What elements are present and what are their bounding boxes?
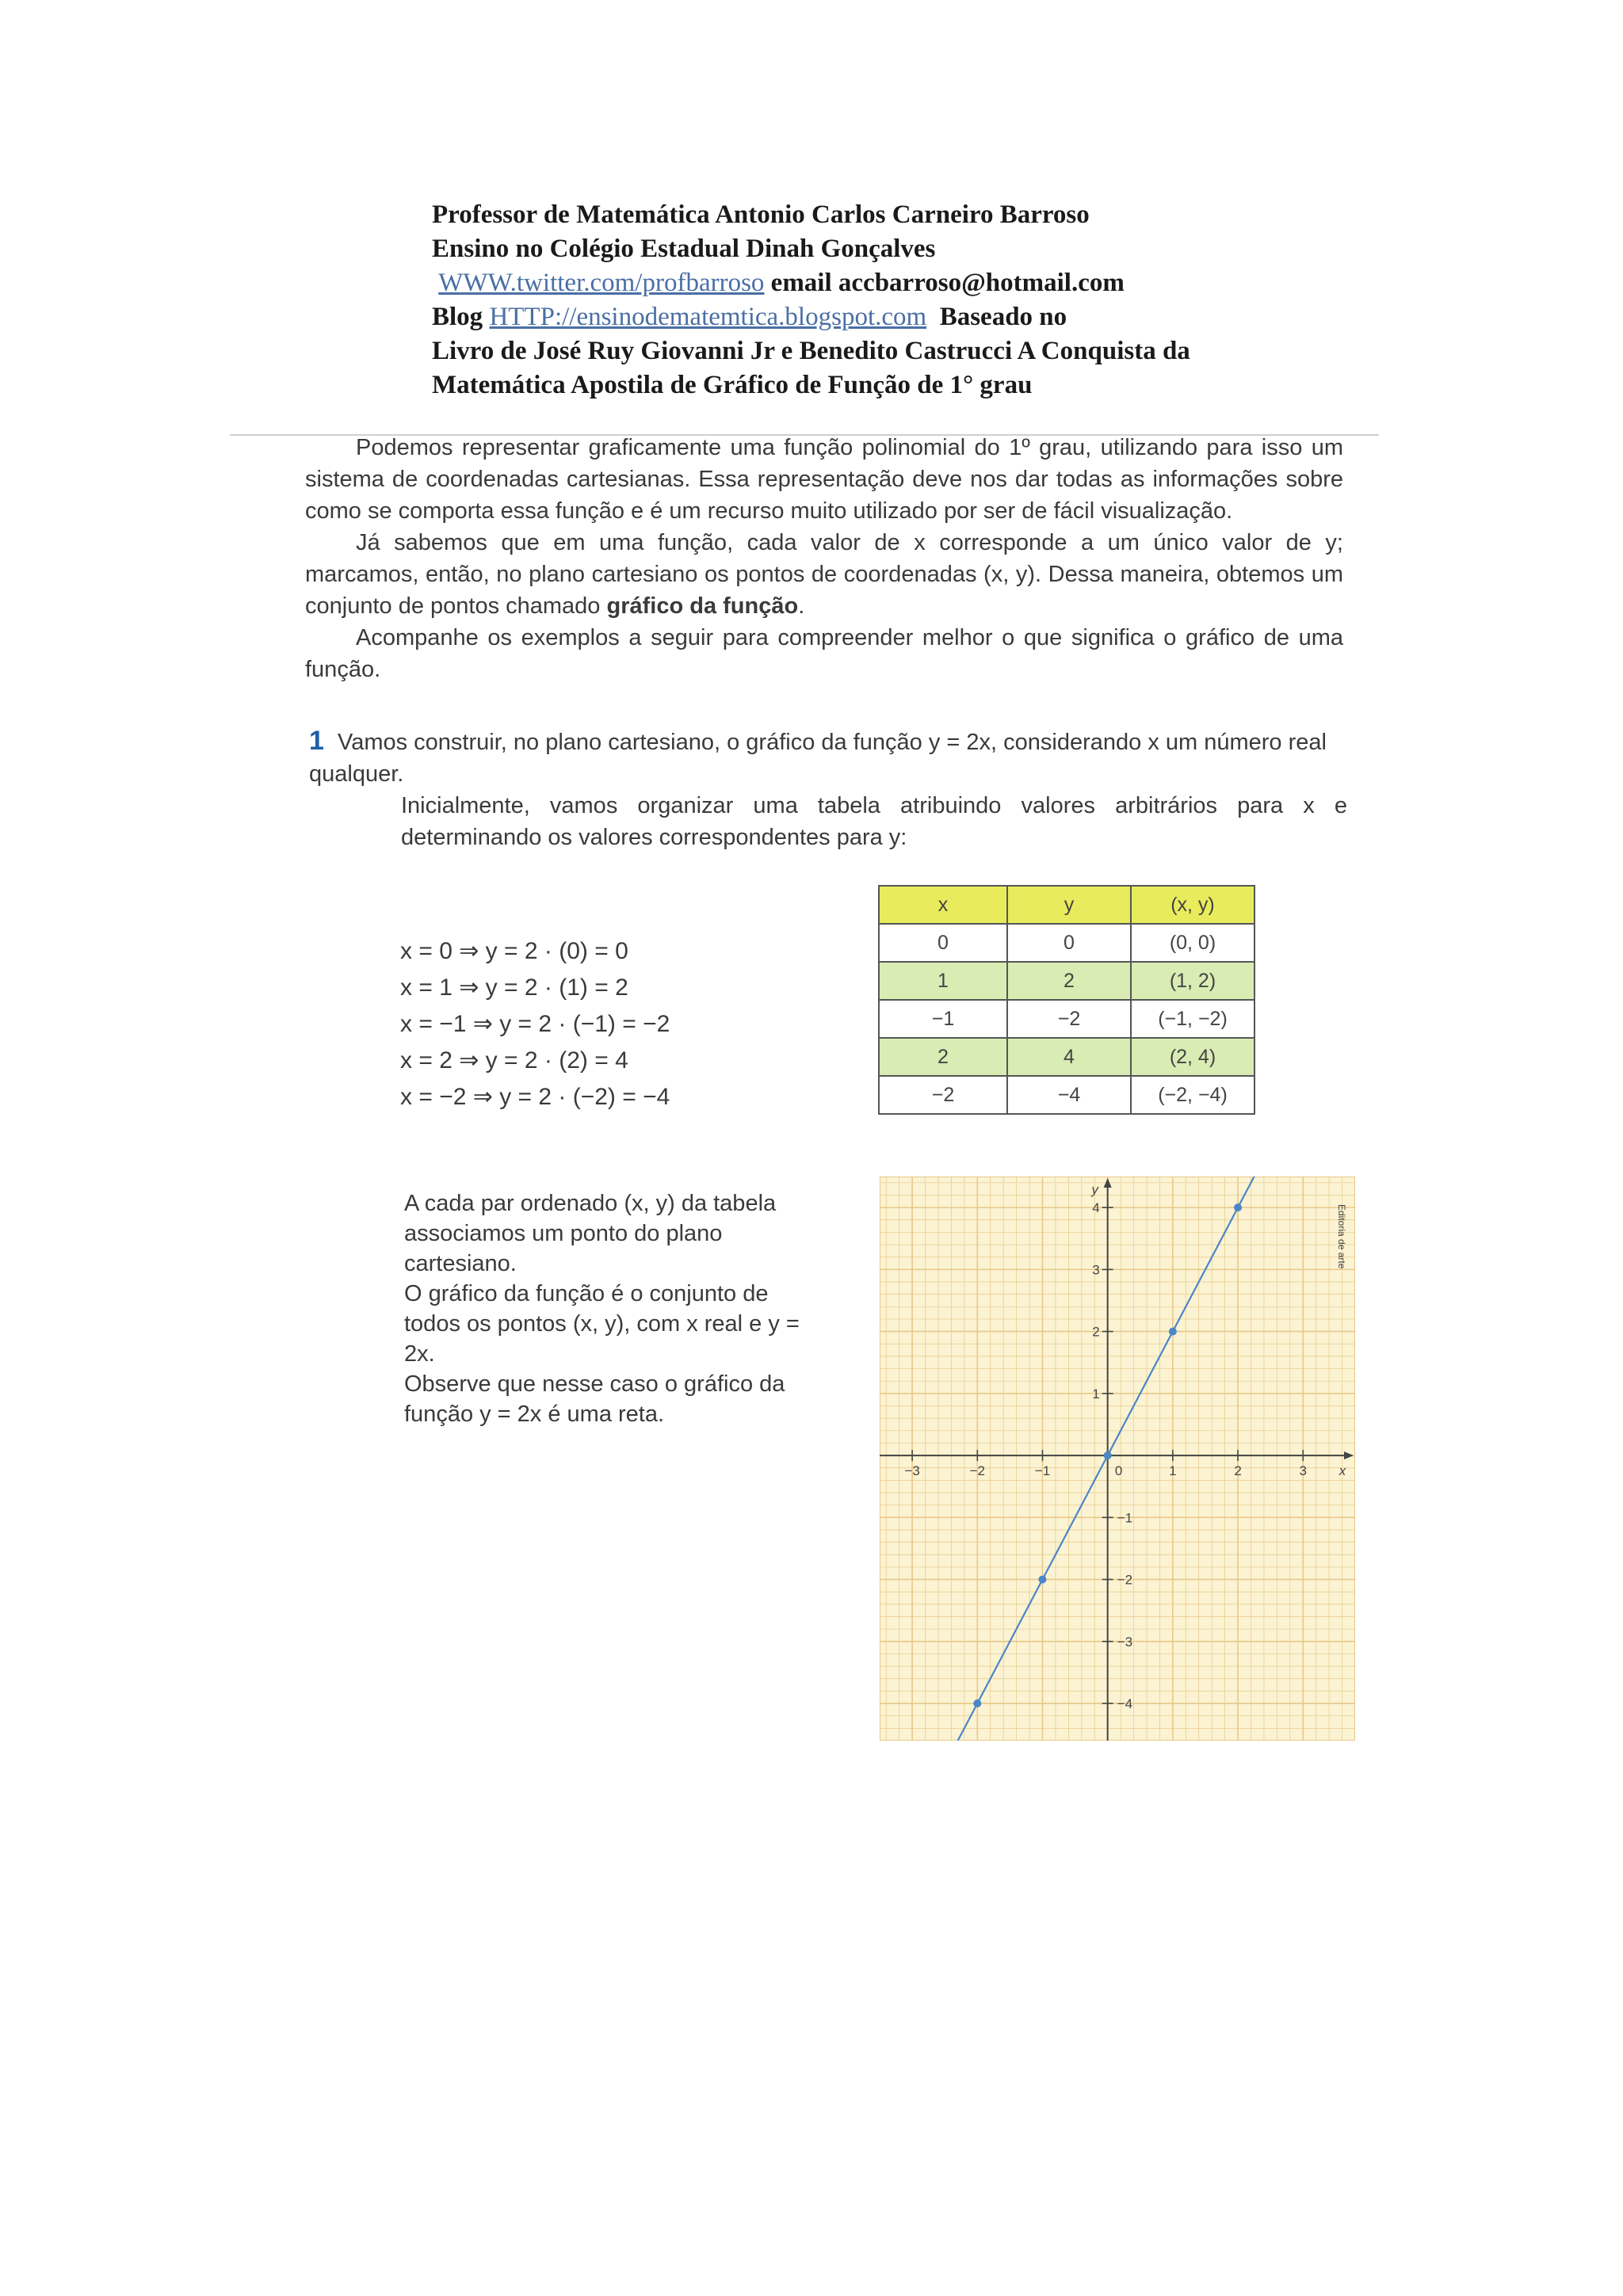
- y-tick-label: 4: [1092, 1200, 1100, 1216]
- x-axis-label: x: [1338, 1463, 1346, 1479]
- example-text: Vamos construir, no plano cartesiano, o gráfico da função y = 2x, considerando x um número real qualquer.: [309, 730, 1327, 787]
- y-axis-label: y: [1091, 1182, 1098, 1197]
- example-number: 1: [309, 726, 324, 756]
- cell-x: 0: [879, 924, 1007, 962]
- y-tick-label: −2: [1117, 1572, 1133, 1588]
- school-line: Ensino no Colégio Estadual Dinah Gonçalves: [432, 235, 936, 263]
- table-row: [879, 1000, 1254, 1038]
- contact-line: [432, 266, 1319, 300]
- table-row: [879, 962, 1254, 1000]
- intro-paragraph-3: Acompanhe os exemplos a seguir para compreender melhor o que significa o gráfico de uma função.: [305, 625, 1343, 682]
- equation-line: x = 1 ⇒ y = 2 · (1) = 2: [400, 974, 628, 1001]
- handout-title-line: Matemática Apostila de Gráfico de Função de 1° grau: [432, 371, 1033, 399]
- equation-line: x = 2 ⇒ y = 2 · (2) = 4: [400, 1047, 628, 1074]
- document-header: [432, 198, 1319, 402]
- cell-pair: (2, 4): [1131, 1038, 1254, 1076]
- cell-y: −4: [1007, 1076, 1131, 1114]
- intro-paragraph-1: Podemos representar graficamente uma função polinomial do 1º grau, utilizando para isso um sistema de coordenadas cartesianas. Essa representação deve nos dar todas as informações sobre como se comporta essa função e é um recurso muito utilizado por ser de fácil visualização.: [305, 435, 1343, 524]
- cell-pair: (−1, −2): [1131, 1000, 1254, 1038]
- equation-line: x = 0 ⇒ y = 2 · (0) = 0: [400, 938, 628, 964]
- intro-paragraph-2-bold: gráfico da função: [606, 593, 799, 619]
- y-tick-label: −3: [1117, 1634, 1133, 1650]
- email-text: email accbarroso@hotmail.com: [770, 269, 1125, 297]
- plot-background: [880, 1177, 1355, 1741]
- intro-paragraph-2-text: Já sabemos que em uma função, cada valor de x corresponde a um único valor de y; marcamos, então, no plano cartesiano os pontos de coordenadas (x, y). Dessa maneira, obtemos um conjunto de pontos chamado: [305, 530, 1343, 619]
- book-line: Livro de José Ruy Giovanni Jr e Benedito Castrucci A Conquista da: [432, 337, 1190, 365]
- y-tick-label: −1: [1117, 1510, 1133, 1526]
- twitter-link[interactable]: WWW.twitter.com/profbarroso: [438, 269, 765, 297]
- cell-y: 0: [1007, 924, 1131, 962]
- cell-y: −2: [1007, 1000, 1131, 1038]
- intro-paragraph-2: [305, 527, 1343, 622]
- equation-line: x = −2 ⇒ y = 2 · (−2) = −4: [400, 1084, 670, 1110]
- x-tick-label: −2: [969, 1463, 985, 1479]
- header-y: y: [1007, 886, 1131, 924]
- cell-x: −1: [879, 1000, 1007, 1038]
- caption-paragraph-1: A cada par ordenado (x, y) da tabela associamos um ponto do plano cartesiano.: [404, 1191, 777, 1276]
- header-pair: (x, y): [1131, 886, 1254, 924]
- cell-x: 2: [879, 1038, 1007, 1076]
- example-1-statement: [309, 725, 1347, 790]
- y-tick-label: 3: [1092, 1262, 1100, 1278]
- y-tick-label: 1: [1092, 1386, 1100, 1402]
- cell-pair: (0, 0): [1131, 924, 1254, 962]
- art-credit: Editoria de arte: [1336, 1204, 1347, 1269]
- table-row: [879, 1076, 1254, 1114]
- cell-y: 2: [1007, 962, 1131, 1000]
- y-tick-label: 2: [1092, 1324, 1100, 1340]
- x-tick-label: 3: [1299, 1463, 1307, 1479]
- cell-y: 4: [1007, 1038, 1131, 1076]
- header-x: x: [879, 886, 1007, 924]
- cell-x: −2: [879, 1076, 1007, 1114]
- y-tick-label: −4: [1117, 1696, 1133, 1712]
- intro-paragraph-2-end: .: [798, 593, 805, 619]
- equation-list: [400, 933, 670, 1116]
- x-tick-label: 2: [1234, 1463, 1242, 1479]
- table-row: [879, 1038, 1254, 1076]
- x-tick-label: 0: [1114, 1463, 1123, 1479]
- example-1: [309, 725, 1347, 853]
- intro-text: [305, 432, 1343, 685]
- cell-pair: (1, 2): [1131, 962, 1254, 1000]
- table-row: [879, 924, 1254, 962]
- based-on-text: Baseado no: [939, 303, 1067, 331]
- data-point: [1169, 1328, 1177, 1336]
- blog-link[interactable]: HTTP://ensinodematemtica.blogspot.com: [489, 303, 927, 331]
- data-point: [973, 1699, 981, 1707]
- blog-label: Blog: [432, 303, 483, 331]
- cell-pair: (−2, −4): [1131, 1076, 1254, 1114]
- values-table: [878, 885, 1255, 1115]
- caption-paragraph-2: O gráfico da função é o conjunto de todos os pontos (x, y), com x real e y = 2x.: [404, 1281, 800, 1367]
- function-graph: [880, 1177, 1355, 1741]
- data-point: [1104, 1451, 1112, 1459]
- x-tick-label: 1: [1169, 1463, 1177, 1479]
- table-header-row: [879, 886, 1254, 924]
- caption-paragraph-3: Observe que nesse caso o gráfico da função y = 2x é uma reta.: [404, 1371, 785, 1427]
- x-tick-label: −1: [1034, 1463, 1051, 1479]
- equation-line: x = −1 ⇒ y = 2 · (−1) = −2: [400, 1011, 670, 1037]
- author-line: Professor de Matemática Antonio Carlos Carneiro Barroso: [432, 200, 1090, 229]
- example-subtext: Inicialmente, vamos organizar uma tabela atribuindo valores arbitrários para x e determinando os valores correspondentes para y:: [401, 793, 1347, 850]
- cell-x: 1: [879, 962, 1007, 1000]
- x-tick-label: −3: [904, 1463, 920, 1479]
- data-point: [1234, 1203, 1242, 1211]
- graph-explanation: [404, 1188, 804, 1429]
- blog-line: [432, 300, 1319, 334]
- data-point: [1038, 1576, 1046, 1584]
